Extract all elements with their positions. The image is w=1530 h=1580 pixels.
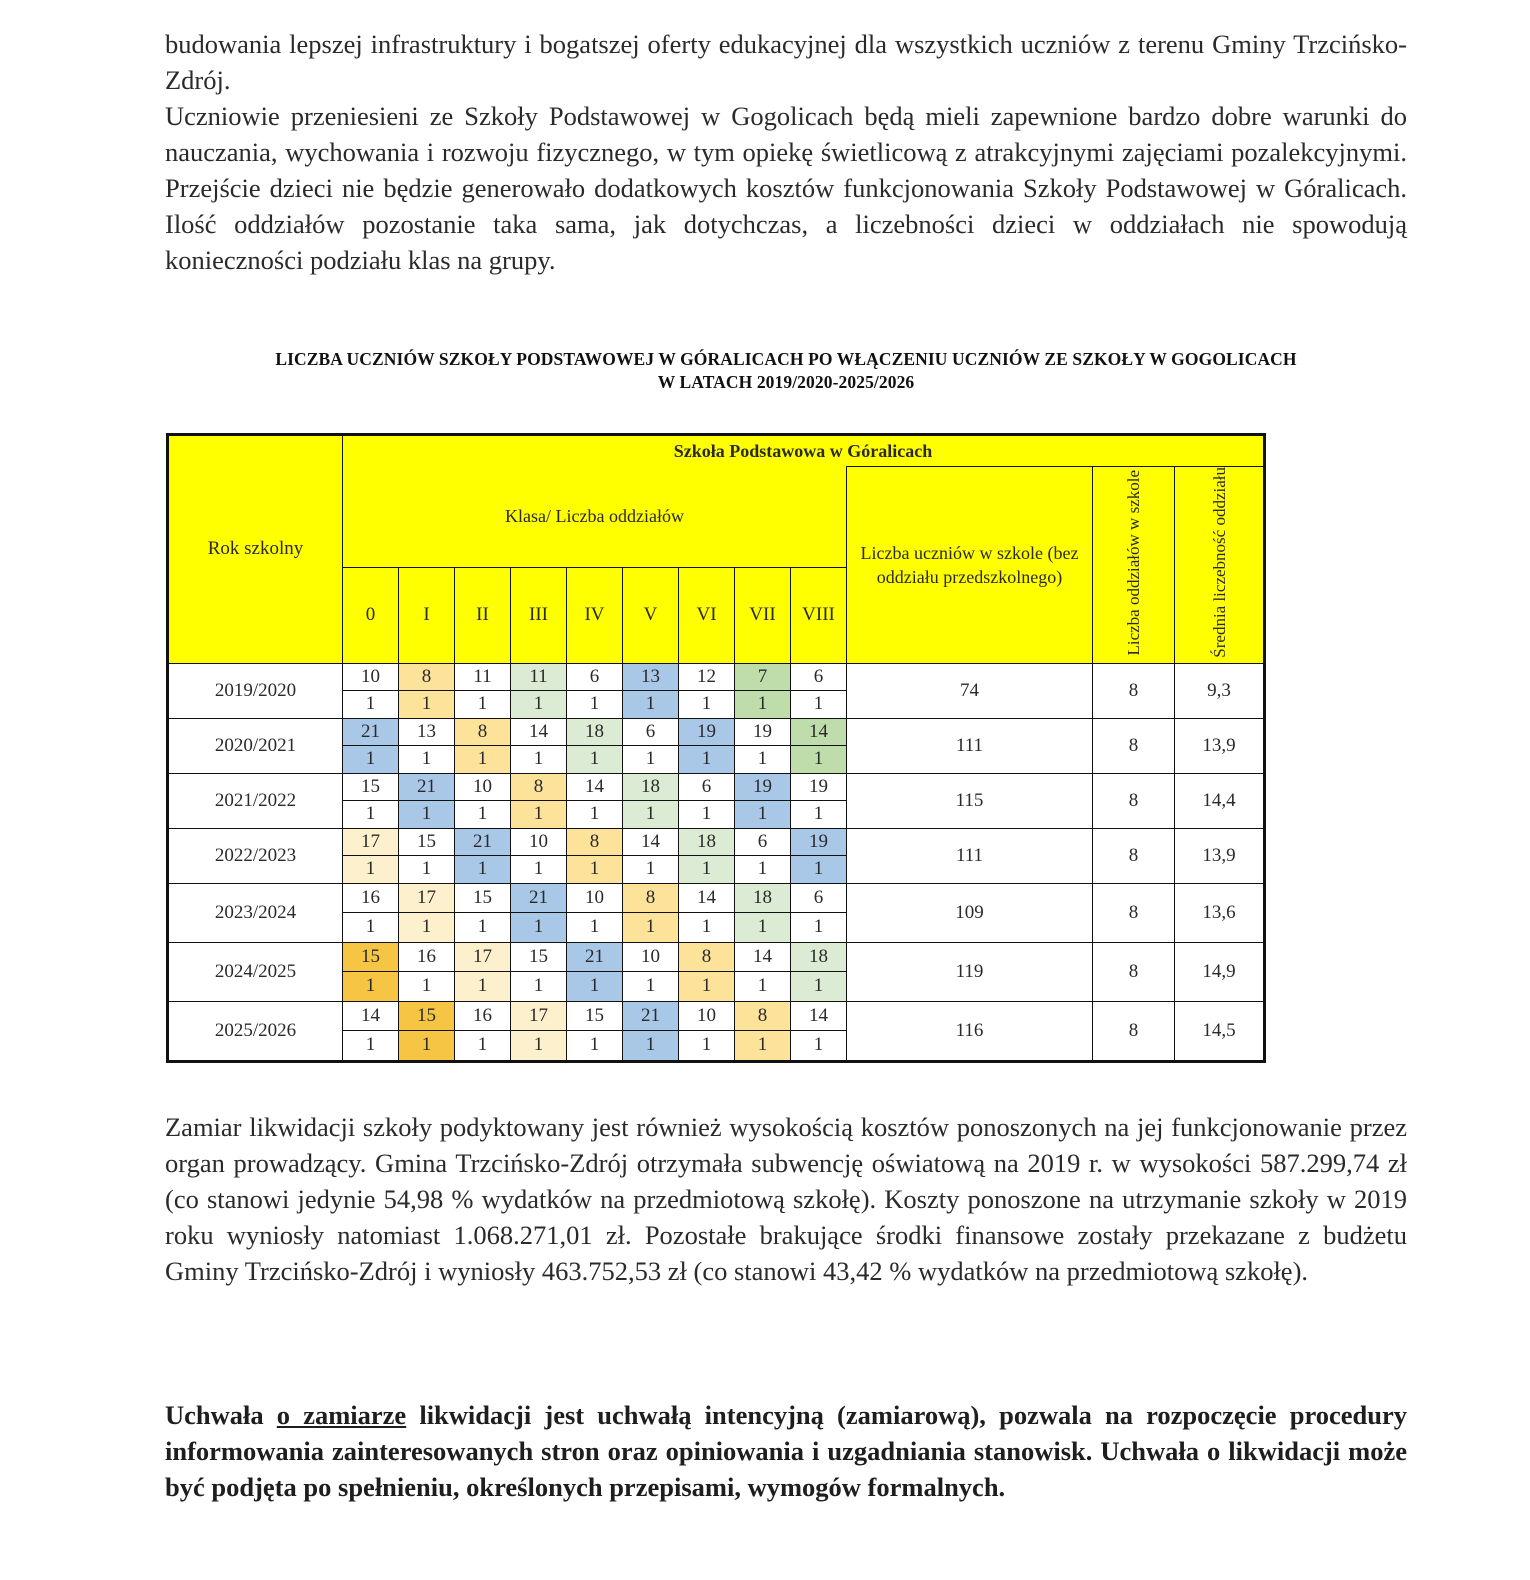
students-cell: 15 bbox=[399, 1001, 455, 1030]
header-class-7: VII bbox=[735, 568, 791, 664]
students-cell: 15 bbox=[399, 828, 455, 856]
students-cell: 6 bbox=[679, 773, 735, 801]
branches-total-cell: 8 bbox=[1093, 1001, 1175, 1061]
branches-cell: 1 bbox=[399, 801, 455, 829]
year-cell: 2020/2021 bbox=[168, 718, 343, 773]
total-cell: 74 bbox=[847, 663, 1093, 718]
branches-cell: 1 bbox=[679, 972, 735, 1002]
branches-cell: 1 bbox=[679, 746, 735, 774]
students-cell: 21 bbox=[455, 828, 511, 856]
students-table bbox=[166, 433, 1266, 1063]
branches-cell: 1 bbox=[455, 972, 511, 1002]
branches-cell: 1 bbox=[343, 972, 399, 1002]
year-cell: 2019/2020 bbox=[168, 663, 343, 718]
branches-cell: 1 bbox=[343, 913, 399, 943]
students-cell: 8 bbox=[399, 663, 455, 691]
header-branches bbox=[1093, 467, 1175, 664]
students-cell: 14 bbox=[735, 942, 791, 972]
branches-cell: 1 bbox=[567, 801, 623, 829]
students-cell: 10 bbox=[455, 773, 511, 801]
students-cell: 14 bbox=[511, 718, 567, 746]
students-cell: 6 bbox=[567, 663, 623, 691]
branches-cell: 1 bbox=[567, 972, 623, 1002]
students-cell: 6 bbox=[623, 718, 679, 746]
branches-cell: 1 bbox=[343, 746, 399, 774]
branches-cell: 1 bbox=[567, 691, 623, 719]
students-cell: 18 bbox=[567, 718, 623, 746]
students-cell: 16 bbox=[399, 942, 455, 972]
students-cell: 8 bbox=[623, 883, 679, 913]
header-class-3: III bbox=[511, 568, 567, 664]
header-year: Rok szkolny bbox=[168, 435, 343, 664]
students-cell: 16 bbox=[455, 1001, 511, 1030]
students-cell: 11 bbox=[455, 663, 511, 691]
paragraph-transferred-students: Uczniowie przeniesieni ze Szkoły Podstawowej w Gogolicach będą mieli zapewnione bardzo dobre warunki do nauczania, wychowania i rozwoju fizycznego, w tym opiekę świetlicową z atrakcyjnymi zajęciami pozalekcyjnymi. Przejście dzieci nie będzie generowało dodatkowych kosztów funkcjonowania Szkoły Podstawowej w Góralicach. Ilość oddziałów pozostanie taka sama, jak dotychczas, a liczebności dzieci w oddziałach nie spowodują konieczności podziału klas na grupy. bbox=[165, 101, 1407, 275]
students-cell: 17 bbox=[399, 883, 455, 913]
branches-cell: 1 bbox=[623, 801, 679, 829]
branches-cell: 1 bbox=[511, 856, 567, 884]
average-cell: 14,4 bbox=[1175, 773, 1265, 828]
students-cell: 21 bbox=[399, 773, 455, 801]
students-cell: 18 bbox=[679, 828, 735, 856]
header-average bbox=[1175, 467, 1265, 664]
paragraph-infrastructure: budowania lepszej infrastruktury i bogatszej oferty edukacyjnej dla wszystkich uczniów z terenu Gminy Trzcińsko-Zdrój. bbox=[165, 29, 1407, 95]
students-cell: 21 bbox=[623, 1001, 679, 1030]
branches-cell: 1 bbox=[679, 1031, 735, 1062]
branches-cell: 1 bbox=[399, 691, 455, 719]
header-class-4: IV bbox=[567, 568, 623, 664]
average-cell: 14,5 bbox=[1175, 1001, 1265, 1061]
header-school: Szkoła Podstawowa w Góralicach bbox=[343, 435, 1265, 467]
branches-cell: 1 bbox=[735, 691, 791, 719]
resolution-underlined: o zamiarze bbox=[276, 1400, 407, 1430]
header-class-2: II bbox=[455, 568, 511, 664]
total-cell: 111 bbox=[847, 718, 1093, 773]
students-cell: 21 bbox=[567, 942, 623, 972]
header-class-1: I bbox=[399, 568, 455, 664]
header-average-text: Średnia liczebność oddziału bbox=[1209, 467, 1229, 658]
students-cell: 19 bbox=[791, 773, 847, 801]
students-cell: 15 bbox=[343, 942, 399, 972]
students-cell: 18 bbox=[791, 942, 847, 972]
branches-cell: 1 bbox=[623, 856, 679, 884]
branches-cell: 1 bbox=[735, 972, 791, 1002]
students-cell: 8 bbox=[735, 1001, 791, 1030]
table-row bbox=[168, 942, 1265, 972]
students-cell: 14 bbox=[623, 828, 679, 856]
branches-total-cell: 8 bbox=[1093, 828, 1175, 883]
students-cell: 10 bbox=[623, 942, 679, 972]
average-cell: 14,9 bbox=[1175, 942, 1265, 1001]
students-cell: 17 bbox=[343, 828, 399, 856]
year-cell: 2023/2024 bbox=[168, 883, 343, 942]
students-cell: 8 bbox=[511, 773, 567, 801]
paragraph-costs: Zamiar likwidacji szkoły podyktowany jest również wysokością kosztów ponoszonych na jej funkcjonowanie przez organ prowadzący. Gmina Trzcińsko-Zdrój otrzymała subwencję oświatową na 2019 r. w wysokości 587.299,74 zł (co stanowi jedynie 54,98 % wydatków na przedmiotową szkołę). Koszty ponoszone na utrzymanie szkoły w 2019 roku wyniosły natomiast 1.068.271,01 zł. Pozostałe brakujące środki finansowe zostały przekazane z budżetu Gminy Trzcińsko-Zdrój i wyniosły 463.752,53 zł (co stanowi 43,42 % wydatków na przedmiotową szkołę). bbox=[165, 1112, 1407, 1286]
table-row bbox=[168, 1001, 1265, 1030]
average-cell: 13,9 bbox=[1175, 828, 1265, 883]
students-cell: 6 bbox=[791, 663, 847, 691]
header-class-0: 0 bbox=[343, 568, 399, 664]
branches-cell: 1 bbox=[735, 746, 791, 774]
students-cell: 14 bbox=[679, 883, 735, 913]
branches-cell: 1 bbox=[511, 913, 567, 943]
intro-paragraphs bbox=[165, 26, 1407, 278]
branches-cell: 1 bbox=[455, 691, 511, 719]
average-cell: 13,6 bbox=[1175, 883, 1265, 942]
students-cell: 6 bbox=[735, 828, 791, 856]
branches-total-cell: 8 bbox=[1093, 663, 1175, 718]
students-cell: 18 bbox=[623, 773, 679, 801]
branches-cell: 1 bbox=[791, 691, 847, 719]
year-cell: 2025/2026 bbox=[168, 1001, 343, 1061]
total-cell: 109 bbox=[847, 883, 1093, 942]
year-cell: 2024/2025 bbox=[168, 942, 343, 1001]
students-cell: 6 bbox=[791, 883, 847, 913]
branches-cell: 1 bbox=[343, 1031, 399, 1062]
students-cell: 8 bbox=[679, 942, 735, 972]
header-class-6: VI bbox=[679, 568, 735, 664]
table-row bbox=[168, 883, 1265, 913]
branches-cell: 1 bbox=[679, 691, 735, 719]
branches-cell: 1 bbox=[399, 972, 455, 1002]
branches-cell: 1 bbox=[623, 746, 679, 774]
total-cell: 116 bbox=[847, 1001, 1093, 1061]
branches-cell: 1 bbox=[791, 801, 847, 829]
branches-cell: 1 bbox=[343, 856, 399, 884]
branches-cell: 1 bbox=[567, 746, 623, 774]
branches-cell: 1 bbox=[791, 1031, 847, 1062]
total-cell: 119 bbox=[847, 942, 1093, 1001]
resolution-part1: Uchwała bbox=[165, 1400, 277, 1430]
students-cell: 21 bbox=[511, 883, 567, 913]
branches-cell: 1 bbox=[399, 1031, 455, 1062]
students-cell: 10 bbox=[567, 883, 623, 913]
branches-cell: 1 bbox=[399, 856, 455, 884]
students-cell: 8 bbox=[567, 828, 623, 856]
table-row bbox=[168, 663, 1265, 691]
branches-total-cell: 8 bbox=[1093, 942, 1175, 1001]
students-cell: 21 bbox=[343, 718, 399, 746]
branches-cell: 1 bbox=[343, 801, 399, 829]
students-cell: 14 bbox=[791, 718, 847, 746]
branches-cell: 1 bbox=[679, 913, 735, 943]
students-cell: 19 bbox=[735, 718, 791, 746]
table-body bbox=[168, 663, 1265, 1061]
students-cell: 15 bbox=[343, 773, 399, 801]
table-row bbox=[168, 828, 1265, 856]
students-cell: 17 bbox=[455, 942, 511, 972]
header-class-5: V bbox=[623, 568, 679, 664]
students-cell: 8 bbox=[455, 718, 511, 746]
branches-cell: 1 bbox=[623, 691, 679, 719]
students-cell: 7 bbox=[735, 663, 791, 691]
students-cell: 19 bbox=[735, 773, 791, 801]
year-cell: 2022/2023 bbox=[168, 828, 343, 883]
students-cell: 13 bbox=[623, 663, 679, 691]
branches-cell: 1 bbox=[567, 856, 623, 884]
branches-total-cell: 8 bbox=[1093, 883, 1175, 942]
resolution-part2: likwidacji jest uchwałą intencyjną (zamiarową), pozwala na rozpoczęcie procedury informowania zainteresowanych stron oraz opiniowania i uzgadniania stanowisk. Uchwała o likwidacji może być podjęta po spełnieniu, określonych przepisami, wymogów formalnych. bbox=[165, 1400, 1408, 1502]
branches-cell: 1 bbox=[511, 801, 567, 829]
total-cell: 115 bbox=[847, 773, 1093, 828]
students-cell: 16 bbox=[343, 883, 399, 913]
branches-cell: 1 bbox=[399, 746, 455, 774]
table-title-line1: LICZBA UCZNIÓW SZKOŁY PODSTAWOWEJ W GÓRALICACH PO WŁĄCZENIU UCZNIÓW ZE SZKOŁY W GOGOLICACH bbox=[275, 349, 1297, 369]
total-cell: 111 bbox=[847, 828, 1093, 883]
header-students: Liczba uczniów w szkole (bez oddziału przedszkolnego) bbox=[847, 467, 1093, 664]
table-title bbox=[165, 348, 1407, 394]
branches-total-cell: 8 bbox=[1093, 773, 1175, 828]
branches-cell: 1 bbox=[791, 913, 847, 943]
branches-cell: 1 bbox=[791, 972, 847, 1002]
students-cell: 17 bbox=[511, 1001, 567, 1030]
branches-cell: 1 bbox=[735, 801, 791, 829]
branches-cell: 1 bbox=[679, 801, 735, 829]
branches-cell: 1 bbox=[399, 913, 455, 943]
students-cell: 13 bbox=[399, 718, 455, 746]
branches-cell: 1 bbox=[679, 856, 735, 884]
branches-cell: 1 bbox=[511, 746, 567, 774]
branches-total-cell: 8 bbox=[1093, 718, 1175, 773]
branches-cell: 1 bbox=[623, 1031, 679, 1062]
branches-cell: 1 bbox=[511, 972, 567, 1002]
header-class-8: VIII bbox=[791, 568, 847, 664]
branches-cell: 1 bbox=[791, 746, 847, 774]
branches-cell: 1 bbox=[511, 691, 567, 719]
branches-cell: 1 bbox=[455, 856, 511, 884]
average-cell: 13,9 bbox=[1175, 718, 1265, 773]
header-branches-text: Liczba oddziałów w szkole bbox=[1124, 469, 1143, 656]
table-row bbox=[168, 718, 1265, 746]
students-cell: 14 bbox=[567, 773, 623, 801]
branches-cell: 1 bbox=[455, 746, 511, 774]
branches-cell: 1 bbox=[455, 1031, 511, 1062]
branches-cell: 1 bbox=[735, 1031, 791, 1062]
branches-cell: 1 bbox=[511, 1031, 567, 1062]
students-cell: 19 bbox=[791, 828, 847, 856]
average-cell: 9,3 bbox=[1175, 663, 1265, 718]
year-cell: 2021/2022 bbox=[168, 773, 343, 828]
students-cell: 15 bbox=[567, 1001, 623, 1030]
branches-cell: 1 bbox=[791, 856, 847, 884]
branches-cell: 1 bbox=[735, 856, 791, 884]
students-cell: 10 bbox=[679, 1001, 735, 1030]
branches-cell: 1 bbox=[623, 913, 679, 943]
students-cell: 15 bbox=[511, 942, 567, 972]
students-cell: 11 bbox=[511, 663, 567, 691]
table-row bbox=[168, 773, 1265, 801]
branches-cell: 1 bbox=[567, 1031, 623, 1062]
branches-cell: 1 bbox=[343, 691, 399, 719]
branches-cell: 1 bbox=[455, 801, 511, 829]
branches-cell: 1 bbox=[567, 913, 623, 943]
branches-cell: 1 bbox=[623, 972, 679, 1002]
students-cell: 15 bbox=[455, 883, 511, 913]
students-cell: 14 bbox=[343, 1001, 399, 1030]
table-title-line2: W LATACH 2019/2020-2025/2026 bbox=[657, 372, 915, 392]
students-cell: 14 bbox=[791, 1001, 847, 1030]
students-cell: 19 bbox=[679, 718, 735, 746]
paragraph-resolution bbox=[165, 1397, 1407, 1505]
branches-cell: 1 bbox=[455, 913, 511, 943]
header-class: Klasa/ Liczba oddziałów bbox=[343, 467, 847, 568]
students-cell: 10 bbox=[511, 828, 567, 856]
students-cell: 12 bbox=[679, 663, 735, 691]
students-cell: 10 bbox=[343, 663, 399, 691]
branches-cell: 1 bbox=[735, 913, 791, 943]
students-cell: 18 bbox=[735, 883, 791, 913]
